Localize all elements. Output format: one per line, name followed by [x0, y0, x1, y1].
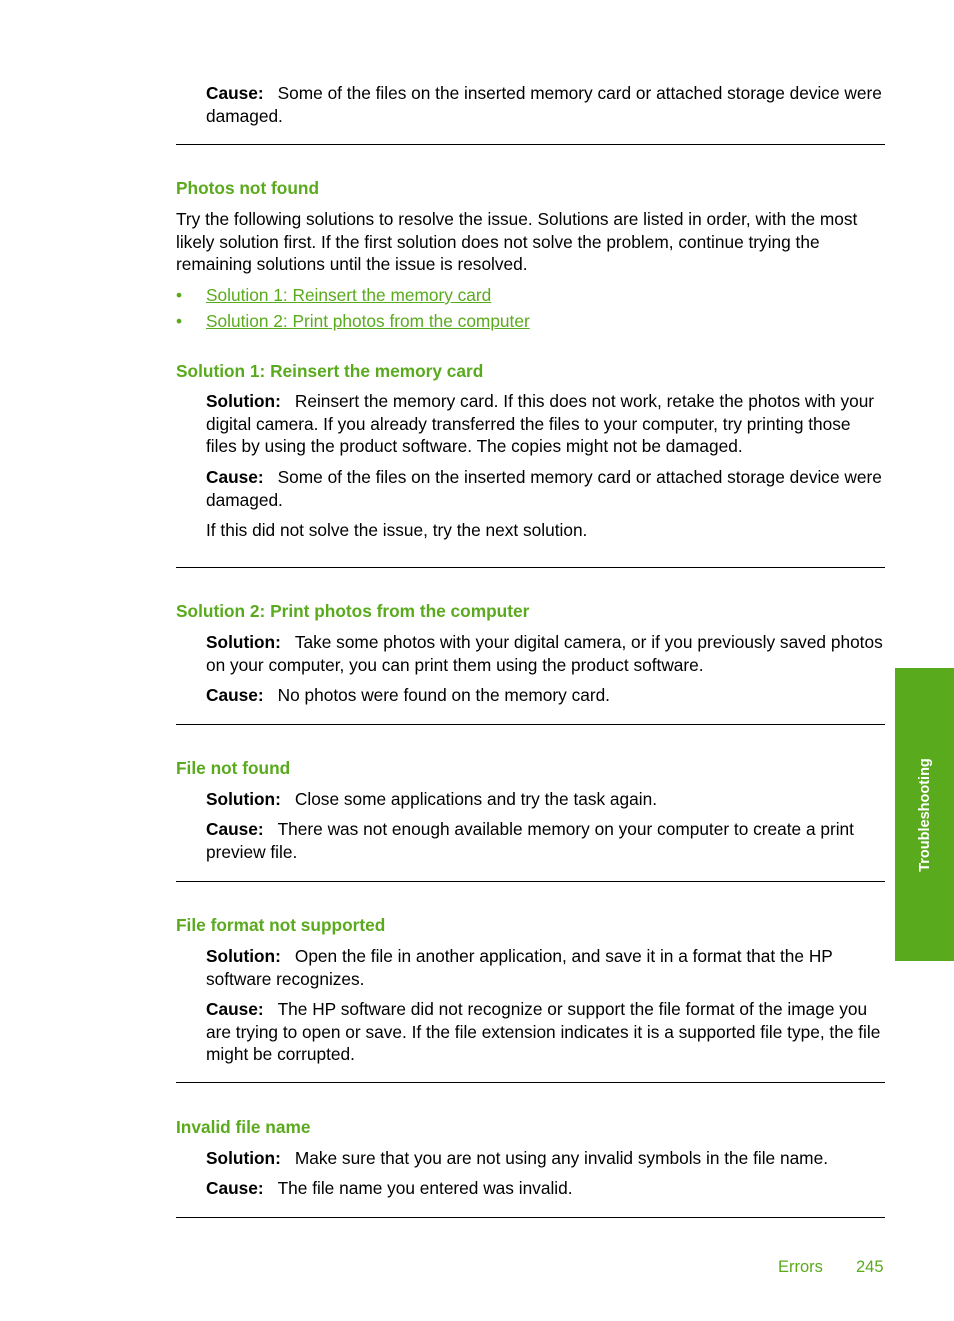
section-heading-file-not-found: File not found	[176, 758, 291, 778]
divider	[176, 567, 885, 568]
solution-text: Close some applications and try the task again.	[294, 789, 658, 809]
file-format-cause	[206, 998, 886, 1066]
cause-label: Cause:	[206, 999, 264, 1019]
section-heading-solution-2: Solution 2: Print photos from the computer	[176, 601, 530, 621]
bullet-icon: •	[176, 311, 183, 331]
cause-label: Cause:	[206, 467, 264, 487]
cause-text: No photos were found on the memory card.	[277, 685, 610, 705]
divider	[176, 1082, 885, 1083]
file-not-found-cause	[206, 818, 886, 863]
divider	[176, 881, 885, 882]
section-heading-file-format: File format not supported	[176, 915, 386, 935]
intro-cause	[206, 82, 886, 127]
section-heading-invalid-name: Invalid file name	[176, 1117, 311, 1137]
file-format-solution	[206, 945, 886, 990]
section-intro-text: Try the following solutions to resolve the issue. Solutions are listed in order, with the most likely solution first. If the first solution does not solve the problem, continue trying the remaining solutions until the issue is resolved.	[176, 209, 858, 274]
invalid-name-solution	[206, 1147, 886, 1170]
solution-2-solution	[206, 631, 886, 676]
solution-2-cause	[206, 684, 886, 707]
cause-label: Cause:	[206, 83, 264, 103]
cause-text: Some of the files on the inserted memory card or attached storage device were damaged.	[206, 83, 882, 126]
section-heading-solution-1: Solution 1: Reinsert the memory card	[176, 361, 484, 381]
cause-text: Some of the files on the inserted memory card or attached storage device were damaged.	[206, 467, 882, 510]
cause-label: Cause:	[206, 685, 264, 705]
cause-label: Cause:	[206, 1178, 264, 1198]
cause-text: There was not enough available memory on your computer to create a print preview file.	[206, 819, 854, 862]
solution-1-note: If this did not solve the issue, try the next solution.	[206, 520, 588, 540]
cause-text: The HP software did not recognize or support the file format of the image you are trying to open or save. If the file extension indicates it is a supported file type, the file might be corrupted.	[206, 999, 881, 1064]
divider	[176, 144, 885, 145]
divider	[176, 724, 885, 725]
solution-text: Take some photos with your digital camera, or if you previously saved photos on your computer, you can print them using the product software.	[206, 632, 883, 675]
side-tab-label: Troubleshooting	[916, 757, 933, 872]
solution-text: Reinsert the memory card. If this does not work, retake the photos with your digital camera. If you already transferred the files to your computer, try printing those files by using the product software. The copies might not be damaged.	[206, 391, 875, 456]
page-number: 245	[856, 1258, 884, 1276]
footer-section: Errors	[778, 1258, 823, 1276]
side-tab	[895, 668, 954, 961]
section-heading-photos-not-found: Photos not found	[176, 178, 320, 198]
solution-1-cause	[206, 466, 886, 511]
solution-1-solution	[206, 390, 886, 458]
cause-text: The file name you entered was invalid.	[277, 1178, 573, 1198]
bullet-icon: •	[176, 285, 183, 305]
cause-label: Cause:	[206, 819, 264, 839]
solution-text: Make sure that you are not using any invalid symbols in the file name.	[294, 1148, 828, 1168]
solution-label: Solution:	[206, 946, 281, 966]
link-solution-2[interactable]: Solution 2: Print photos from the computer	[206, 311, 530, 331]
solution-text: Open the file in another application, and save it in a format that the HP software recognizes.	[206, 946, 833, 989]
solution-label: Solution:	[206, 391, 281, 411]
solution-label: Solution:	[206, 789, 281, 809]
solution-label: Solution:	[206, 632, 281, 652]
file-not-found-solution	[206, 788, 886, 811]
solution-label: Solution:	[206, 1148, 281, 1168]
link-solution-1[interactable]: Solution 1: Reinsert the memory card	[206, 285, 492, 305]
invalid-name-cause	[206, 1177, 886, 1200]
divider	[176, 1217, 885, 1218]
